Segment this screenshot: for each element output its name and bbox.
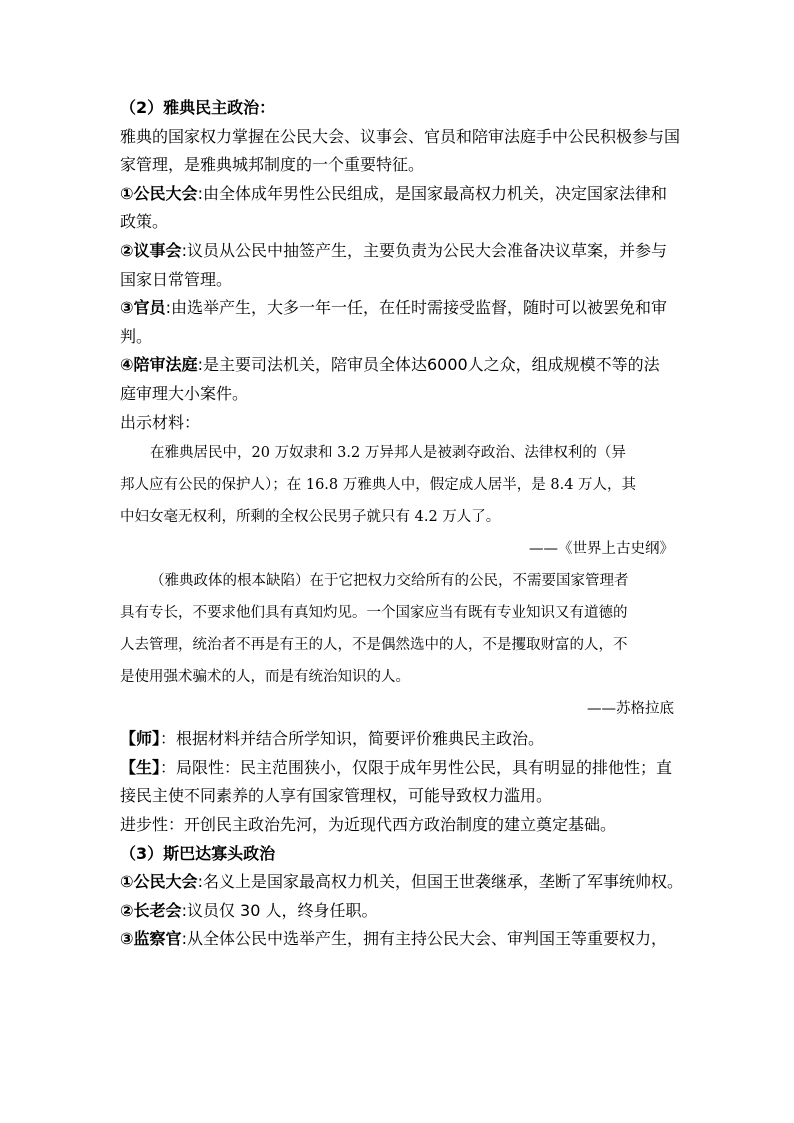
intro-line-1: 雅典的国家权力掌握在公民大会、议事会、官员和陪审法庭手中公民积极参与国 xyxy=(120,126,681,146)
student-text: ：局限性：民主范围狭小，仅限于成年男性公民，具有明显的排他性；直 xyxy=(160,757,673,777)
quote2-source: ——苏格拉底 xyxy=(587,701,674,718)
item-assembly-text: :由全体成年男性公民组成，是国家最高权力机关，决定国家法律和 xyxy=(197,183,667,203)
quote1-source: ——《世界上古史纲》 xyxy=(529,541,674,558)
item-assembly xyxy=(120,180,676,209)
item-council-label: ②议事会 xyxy=(120,240,182,260)
item-council xyxy=(120,237,676,266)
item-officials xyxy=(120,294,676,323)
student-line-2: 接民主使不同素养的人享有国家管理权，可能导致权力滥用。 xyxy=(120,786,553,806)
document-page xyxy=(120,94,683,954)
sparta-item-ephors-text: :从全体公民中选举产生，拥有主持公民大会、审判国王等重要权力， xyxy=(181,929,667,949)
teacher-label: 【师】 xyxy=(120,729,161,749)
quote1-line-3: 中妇女毫无权利，所剩的全权公民男子就只有 4.2 万人了。 xyxy=(120,509,501,526)
item-assembly-cont: 政策。 xyxy=(120,212,169,232)
material-label: 出示材料： xyxy=(120,412,201,432)
quote2-line-1: （雅典政体的根本缺陷）在于它把权力交给所有的公民，不需要国家管理者 xyxy=(150,573,629,590)
teacher-text: ：根据材料并结合所学知识，简要评价雅典民主政治。 xyxy=(160,729,545,749)
item-jury-court-text: :是主要司法机关，陪审员全体达6000人之众，组成规模不等的法 xyxy=(197,355,660,375)
student-label: 【生】 xyxy=(120,757,161,777)
sparta-item-elders-text: :议员仅 30 人，终身任职。 xyxy=(181,900,378,920)
quote1-line-2: 邦人应有公民的保护人）；在 16.8 万雅典人中，假定成人居半，是 8.4 万人，其 xyxy=(120,477,637,494)
sparta-item-ephors-label: ③监察官 xyxy=(120,929,182,949)
sparta-item-ephors xyxy=(120,925,676,954)
item-officials-text: :由选举产生，大多一年一任，在任时需接受监督，随时可以被罢免和审 xyxy=(165,298,667,318)
sparta-item-assembly xyxy=(120,868,683,897)
student-line-3: 进步性：开创民主政治先河，为近现代西方政治制度的建立奠定基础。 xyxy=(120,814,617,834)
item-officials-label: ③官员 xyxy=(120,298,166,318)
item-jury-court-label: ④陪审法庭 xyxy=(120,355,198,375)
quote2-line-3: 人去管理，统治者不再是有王的人，不是偶然选中的人，不是攫取财富的人，不 xyxy=(120,637,628,654)
quote1-line-1: 在雅典居民中，20 万奴隶和 3.2 万异邦人是被剥夺政治、法律权利的（异 xyxy=(150,445,626,462)
intro-line-2: 家管理，是雅典城邦制度的一个重要特征。 xyxy=(120,155,425,175)
item-jury-court xyxy=(120,351,676,380)
section-2-heading: （2）雅典民主政治： xyxy=(120,98,276,117)
quote2-line-4: 是使用强术骗术的人，而是有统治知识的人。 xyxy=(120,669,410,686)
sparta-item-elders-label: ②长老会 xyxy=(120,900,182,920)
item-council-cont: 国家日常管理。 xyxy=(120,269,233,289)
sparta-item-elders xyxy=(120,897,676,926)
sparta-item-assembly-label: ①公民大会 xyxy=(120,872,198,892)
sparta-item-assembly-text: :名义上是国家最高权力机关，但国王世袭继承，垄断了军事统帅权。 xyxy=(197,872,683,892)
student-line-1 xyxy=(120,754,676,783)
quote2-line-2: 具有专长，不要求他们具有真知灼见。一个国家应当有既有专业知识又有道德的 xyxy=(120,605,628,622)
item-council-text: :议员从公民中抽签产生，主要负责为公民大会准备决议草案，并参与 xyxy=(181,240,667,260)
item-officials-cont: 判。 xyxy=(120,326,153,346)
item-jury-court-cont: 庭审理大小案件。 xyxy=(120,383,249,403)
section-3-heading: （3）斯巴达寡头政治 xyxy=(120,843,276,863)
item-assembly-label: ①公民大会 xyxy=(120,183,198,203)
teacher-line xyxy=(120,725,676,754)
